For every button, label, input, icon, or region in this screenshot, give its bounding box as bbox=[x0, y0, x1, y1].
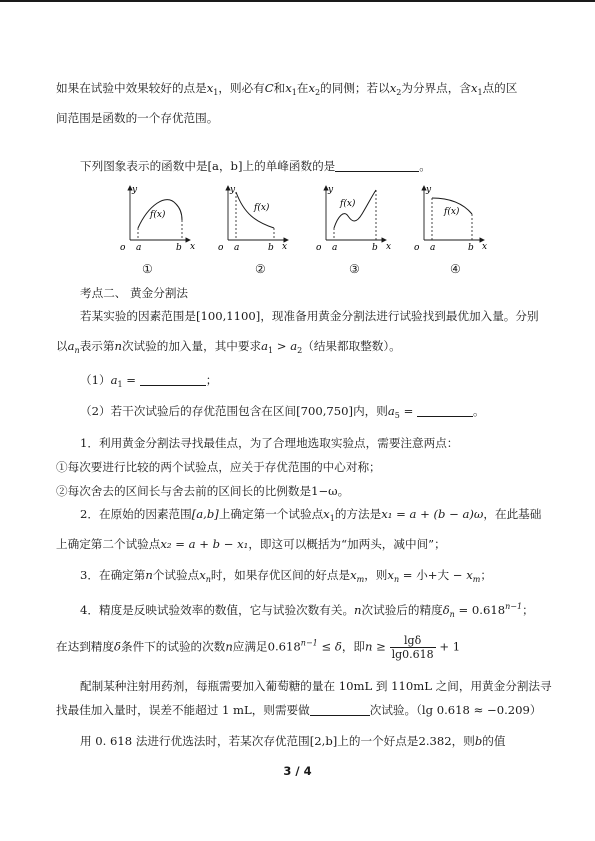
graph-4 bbox=[414, 185, 487, 253]
question-2: （2）若干次试验后的存优范围包含在区间[700,750]内，则$a_5$ = 。 bbox=[80, 404, 485, 420]
x-label: x bbox=[190, 242, 196, 252]
answer-blank bbox=[335, 159, 419, 172]
svg-text:y: y bbox=[328, 185, 334, 195]
problem-glucose: 配制某种注射用药剂，每瓶需要加入葡萄糖的量在 10mL 到 110mL 之间，用黄金分割法寻 bbox=[80, 679, 552, 693]
note-4: 4．精度是反映试验效率的数值，它与试验次数有关。n次试验后的精度$\delta_n = 0.618^{n-1}$； bbox=[80, 602, 534, 619]
svg-text:b: b bbox=[372, 243, 378, 253]
fraction-lg: $\frac{\lg\delta}{\lg 0.618}$ bbox=[391, 634, 434, 661]
paragraph-experiment-range-line2: 以$a_n$表示第n次试验的加入量，其中要求$a_1 > a_2$（结果都取整数）。 bbox=[56, 339, 401, 355]
graph-2 bbox=[218, 185, 288, 253]
y-label: y bbox=[132, 185, 138, 195]
svg-text:a: a bbox=[332, 243, 338, 253]
function-graphs bbox=[118, 184, 488, 254]
answer-blank bbox=[140, 373, 206, 386]
svg-text:y: y bbox=[426, 185, 432, 195]
svg-text:y: y bbox=[230, 185, 236, 195]
note-2: 2．在原始的因素范围[a,b]上确定第一个试验点$x_1$的方法是x₁ = a + (b − a)ω，在此基础 bbox=[80, 507, 542, 523]
graph-3 bbox=[316, 185, 391, 253]
question-1: $(1)a_1$ = ； bbox=[80, 373, 218, 389]
graph-caption-4: ④ bbox=[450, 262, 461, 276]
svg-text:f(x): f(x) bbox=[340, 199, 356, 209]
fx-label: f(x) bbox=[150, 210, 166, 220]
section-heading-golden-section: 考点二、 黄金分割法 bbox=[80, 286, 189, 300]
svg-text:f(x): f(x) bbox=[444, 207, 460, 217]
problem-0618: 用 0. 618 法进行优选法时，若某次存优范围[2,b]上的一个好点是2.382，则b的值 bbox=[80, 734, 506, 748]
question-unimodal: 下列图象表示的函数中是[a，b]上的单峰函数的是 。 bbox=[80, 159, 431, 173]
page-number: 3 / 4 bbox=[283, 764, 312, 778]
svg-text:f(x): f(x) bbox=[254, 203, 270, 213]
svg-text:o: o bbox=[316, 243, 322, 253]
svg-text:b: b bbox=[268, 243, 274, 253]
origin-label: o bbox=[120, 243, 126, 253]
svg-text:x: x bbox=[386, 242, 392, 252]
note-1b: ②每次舍去的区间长与舍去前的区间长的比例数是1−ω。 bbox=[56, 484, 350, 498]
svg-text:x: x bbox=[282, 242, 288, 252]
svg-text:o: o bbox=[218, 243, 224, 253]
paragraph-experiment-range: 若某实验的因素范围是[100,1100]，现准备用黄金分割法进行试验找到最优加入量。分别 bbox=[80, 309, 539, 323]
graph-caption-1: ① bbox=[142, 262, 153, 276]
answer-blank bbox=[417, 404, 473, 417]
note-1: 1．利用黄金分割法寻找最佳点，为了合理地选取实验点，需要注意两点： bbox=[80, 436, 459, 450]
note-1a: ①每次要进行比较的两个试验点，应关于存优范围的中心对称； bbox=[56, 460, 381, 474]
paragraph-good-point: 如果在试验中效果较好的点是$x_1$，则必有C和$x_1$在$x_2$的同侧；若以$x_2$为分界点，含$x_1$点的区 bbox=[56, 81, 518, 97]
answer-blank bbox=[310, 703, 370, 716]
svg-text:b: b bbox=[468, 243, 474, 253]
note-4-line2: 在达到精度δ条件下的试验的次数n应满足$0.618^{n-1} \le \delta$，即n ≥ $\frac{\lg\delta}{\lg 0.618}$ + 1 bbox=[56, 634, 461, 661]
svg-text:a: a bbox=[234, 243, 240, 253]
svg-text:a: a bbox=[430, 243, 436, 253]
graph-1 bbox=[120, 185, 195, 253]
problem-glucose-line2: 找最佳加入量时，误差不能超过 1 mL，则需要做 次试验。（lg 0.618 ≈ −0.209） bbox=[56, 703, 542, 717]
svg-text:x: x bbox=[482, 242, 488, 252]
note-3: 3．在确定第n个试验点$x_n$时，如果存优区间的好点是$x_m$，则$x_n$ = 小+大 − $x_m$； bbox=[80, 568, 492, 584]
graph-caption-2: ② bbox=[255, 262, 266, 276]
b-label: b bbox=[176, 243, 182, 253]
svg-text:o: o bbox=[414, 243, 420, 253]
paragraph-good-point-line2: 间范围是函数的一个存优范围。 bbox=[56, 111, 219, 125]
note-2-line2: 上确定第二个试验点x₂ = a + b − x₁，即这可以概括为“加两头，减中间”； bbox=[56, 537, 446, 551]
graph-caption-3: ③ bbox=[349, 262, 360, 276]
a-label: a bbox=[136, 243, 142, 253]
top-border bbox=[0, 0, 595, 2]
